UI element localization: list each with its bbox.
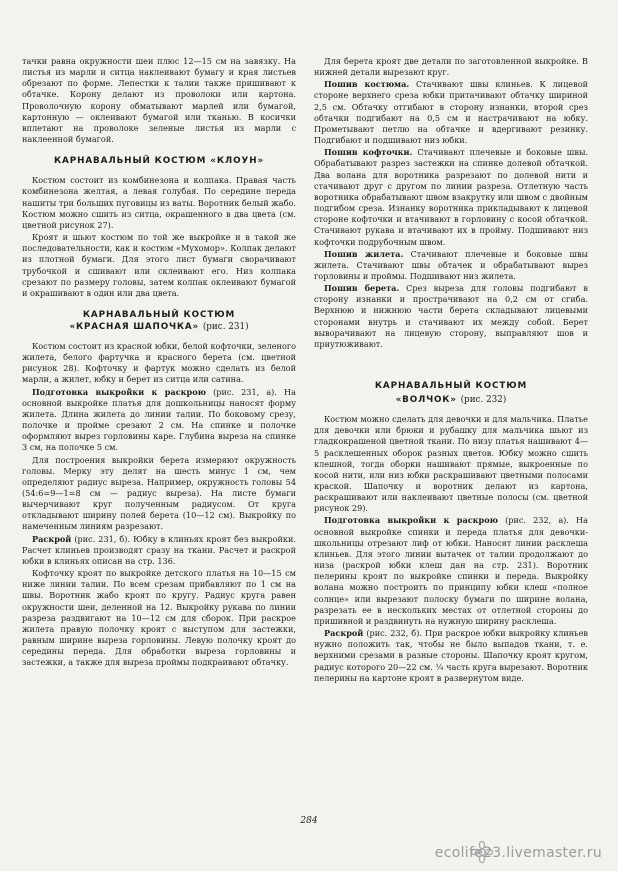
paragraph [314,249,588,282]
heading-line: КАРНАВАЛЬНЫЙ КОСТЮМ [82,309,236,320]
paragraph: тачки равна окружности шеи плюс 12—15 см на завязку. На листья из марли и ситца наклеивают бумагу и края листьев обрезают по форме. Лепестки к талии также пришивают к обтачке. Корону делают из проволоки или картона. Проволочную корону обматывают марлей или бумагой, картонную — оклеивают бумагой или тканью. В косички вплетают на проволоке зеленые листья из марли с наклеенной бумагой. [22,56,296,145]
paragraph-text: Стачивают плечевые и боковые швы жилета. Стачивают швы обтачек и обрабатывают вырез горловины и проймы. Подшивают низ жилета. [314,248,588,281]
paragraph-text: (рис. 231, а). На основной выкройке платья для дошкольницы наносят форму жилета. Длина жилета до линии талии. По боковому срезу, полочке и пройме срезают 2 см. На спинке и полочке оформляют вырез горловины каре. Глубина выреза на спинке 3 см, на полочке 5 см. [22,386,296,453]
page-number: 284 [300,816,318,826]
section-subheading [314,394,588,406]
paragraph: Костюм состоит из комбинезона и колпака. Правая часть комбинезона желтая, а левая голубая. По середине переда нашиты три больших пуговицы из ваты. Воротник белый жабо. Костюм можно сшить из ситца, окрашенного в два цвета (см. цветной рисунок 27). [22,175,296,230]
paragraph [314,147,588,247]
heading-title: «КРАСНАЯ ШАПОЧКА» [69,321,199,332]
paragraph: Костюм состоит из красной юбки, белой кофточки, зеленого жилета, белого фартучка и красного берета (см. цветной рисунок 28). Кофточку и фартук можно сделать из белой марли, а жилет, юбку и берет из ситца или сатина. [22,340,296,385]
paragraph-lead: Пошив жилета. [324,248,404,259]
paragraph [314,628,588,684]
watermark: ecolife23.livemaster.ru [434,845,602,861]
paragraph-lead: Раскрой [32,533,72,544]
paragraph [314,283,588,350]
paragraph-text: (рис. 232, б). При раскрое юбки выкройку клиньев нужно положить так, чтобы не было выпадов ткани, т. е. верхними срезами в разные стороны. Шапочку кроят кругом, радиус которого 20—22 см. ¼ часть круга вырезают. Воротник пелерины на картоне кроят в развернутом виде. [314,628,588,683]
paragraph-lead: Раскрой [324,628,364,639]
spacer [314,351,588,362]
figure-reference: (рис. 232) [460,395,507,406]
figure-reference: (рис. 231) [202,321,249,332]
paragraph-lead: Пошив кофточки. [324,147,413,158]
paragraph-text: Стачивают плечевые и боковые швы. Обрабатывают разрез застежки на спинке долевой обтачкой. Два волана для воротника разрезают по долевой нити и стачивают друг с другом по линии разреза. Отлетную часть воротника обрабатывают швом взакрутку или швом с двойным подгибом среза. Изнанку воротника прикладывают к лицевой стороне кофточки и втачивают в горловину с косой обтачкой. Стачивают рукава и втачивают их в пройму. Подшивают низ кофточки подрубочным швом. [314,147,588,247]
paragraph-lead: Пошив костюма. [324,79,410,90]
paragraph: Костюм можно сделать для девочки и для мальчика. Платье для девочки или брюки и рубашку для мальчика шьют из гладкокрашеной цветной ткани. По низу платья нашивают 4—5 расклешенных оборок разных цветов. Юбку можно сшить клешной, тогда оборки нашивают прямые, выкроенные по косой нити, или низ юбки раскрашивают цветными полосами краской. Шапочку и воротник делают из картона, раскрашивают или наклеивают цветные полосы (см. цветной рисунок 29). [314,414,588,514]
paragraph [22,387,296,454]
paragraph-text: Срез выреза для головы подгибают в сторону изнанки и прострачивают на 0,2 см от сгиба. Верхнюю и нижнюю части берета складывают лицевыми сторонами внутрь и стачивают их между собой. Берет выворачивают на лицевую сторону, выправляют шов и приутюживают. [314,283,588,349]
paragraph-lead: Подготовка выкройки к раскрою [324,515,498,526]
paragraph [314,515,588,627]
paragraph-lead: Пошив берета. [324,283,400,294]
section-heading-volchok [314,380,588,392]
paragraph-text: (рис. 232, а). На основной выкройке спинки и переда платья для девочки-школьницы отрезают лиф от юбки. Наносят линии расклеша клиньев. Для этого линии вытачек от талии продолжают до низа (раскрой юбки клеш дан на стр. 231). Воротник пелерины кроят по выкройке спинки и переда. Выкройку волана можно построить по принципу юбки клеш «полное солнце» или вырезают полоску бумаги по ширине волана, разрезать ее в нескольких местах от отлетной стороны до пришивной и раздвинуть на нужную ширину расклеша. [314,515,588,626]
paragraph: Кофточку кроят по выкройке детского платья на 10—15 см ниже линии талии. По всем срезам прибавляют по 1 см на швы. Воротник жабо кроят по кругу. Радиус круга равен окружности шеи, деленной на 12. Выкройку рукава по линии разреза раздвигают на 10—12 см для сборок. При раскрое жилета правую полочку кроят с выступом для застежки, равным ширине выреза горловины. Левую полочку кроят до середины переда. Для обработки выреза горловины и застежки, а также для выреза проймы подкраивают обтачку. [22,568,296,668]
heading-title: «ВОЛЧОК» [395,395,457,406]
paragraph [314,79,588,146]
section-subheading [22,321,296,333]
heading-line: КАРНАВАЛЬНЫЙ КОСТЮМ [374,381,528,392]
paragraph-lead: Подготовка выкройки к раскрою [32,386,206,397]
paragraph-text: Стачивают швы клиньев. К лицевой стороне верхнего среза юбки притачивают обтачку шириной 2,5 см. Обтачку отгибают в сторону изнанки, второй срез обтачки подгибают на 0,5 см и настрачивают на юбку. Прометывают петлю на обтачке и вдергивают резинку. Подгибают и подшивают низ юбки. [314,79,588,146]
paragraph [22,534,296,567]
section-heading-clown: КАРНАВАЛЬНЫЙ КОСТЮМ «КЛОУН» [53,156,265,167]
right-column [314,56,588,685]
paragraph: Для берета кроят две детали по заготовленной выкройке. В нижней детали вырезают круг. [314,56,588,78]
left-column [22,56,296,670]
paragraph-text: (рис. 231, б). Юбку в клиньях кроят без выкройки. Расчет клиньев производят сразу на ткани. Расчет и раскрой юбки в клиньях описан на стр. 136. [22,533,296,566]
paragraph: Кроят и шьют костюм по той же выкройке и в такой же последовательности, как и костюм «Мухомор». Колпак делают из плотной бумаги. Для этого лист бумаги сворачивают трубочкой и сшивают или склеивают его. Низ колпака срезают по размеру головы, затем колпак оклеивают бумагой и окрашивают в один или два цвета. [22,232,296,298]
paragraph: Для построения выкройки берета измеряют окружность головы. Мерку эту делят на шесть минус 1 см, чем определяют радиус выреза. Например, окружность головы 54 (54:6=9—1=8 см — радиус выреза). На листе бумаги вычерчивают круг полученным радиусом. От круга откладывают ширину полей берета (10—12 см). Выкройку по намеченным линиям разрезают. [22,454,296,532]
section-heading-red-riding-hood [22,309,296,321]
